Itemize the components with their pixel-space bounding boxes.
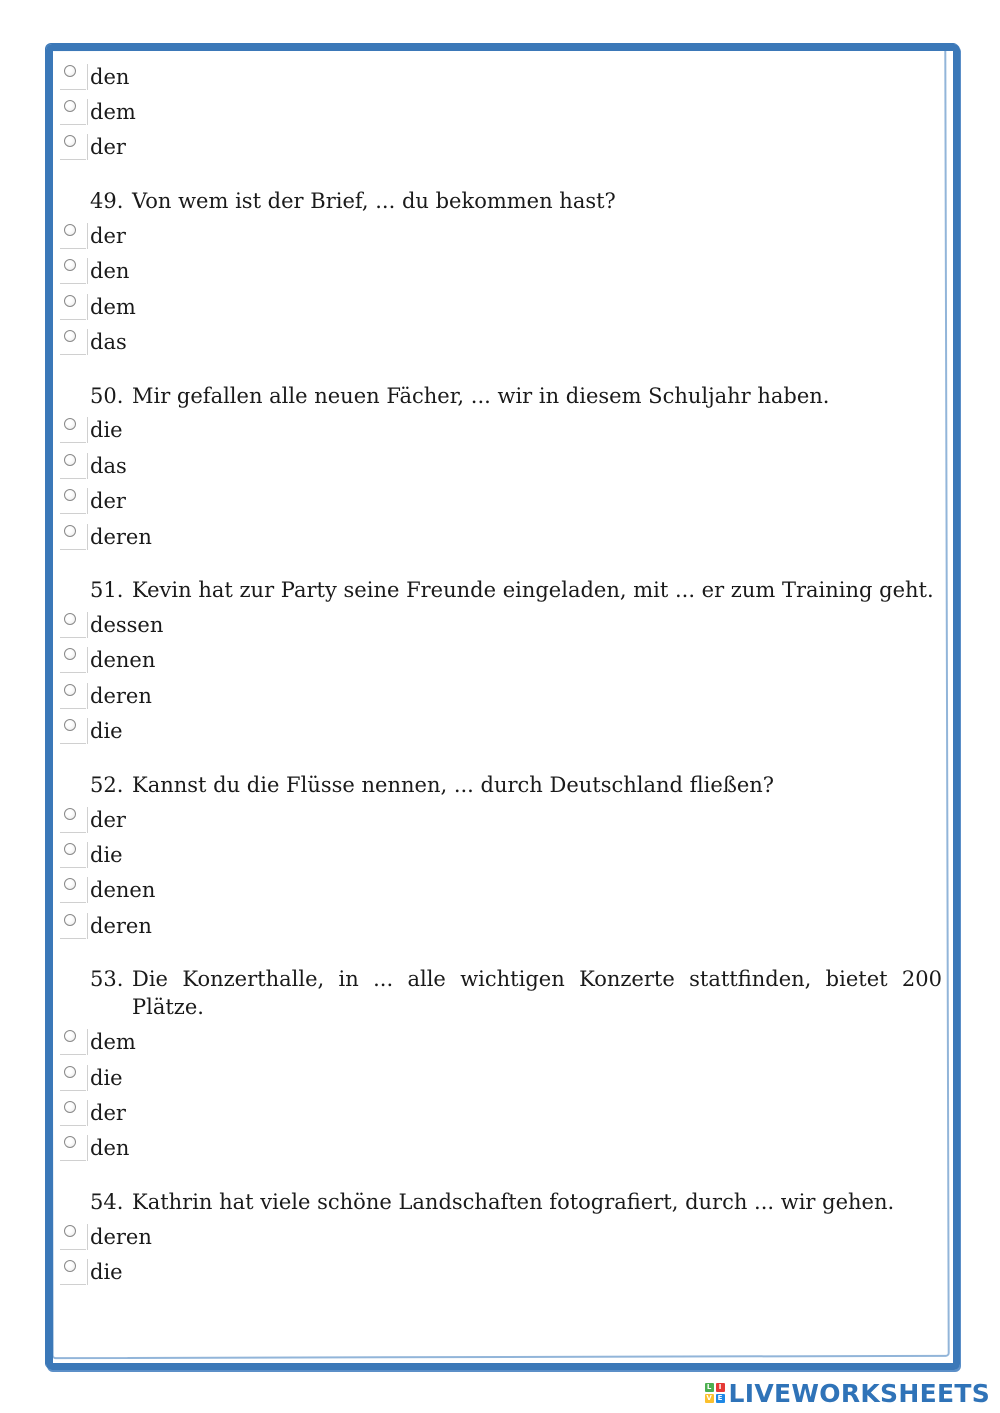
answer-option[interactable]: [58, 677, 942, 712]
radio-button[interactable]: [58, 132, 90, 160]
radio-divider: [87, 807, 88, 833]
radio-circle-icon[interactable]: [64, 489, 76, 501]
option-label: deren: [90, 524, 152, 549]
option-label: der: [90, 489, 126, 514]
radio-circle-icon[interactable]: [64, 1225, 76, 1237]
option-label: den: [90, 64, 130, 89]
radio-divider: [87, 1065, 88, 1091]
radio-divider: [87, 1029, 88, 1055]
radio-underline: [60, 1125, 86, 1126]
radio-divider: [87, 417, 88, 443]
answer-option[interactable]: [58, 288, 942, 323]
question-number: 50.: [90, 383, 124, 408]
radio-button[interactable]: [58, 292, 90, 320]
radio-button[interactable]: [58, 1133, 90, 1161]
radio-button[interactable]: [58, 62, 90, 90]
answer-option[interactable]: [58, 483, 942, 518]
radio-circle-icon[interactable]: [64, 330, 76, 342]
logo-text: LIVEWORKSHEETS: [728, 1378, 990, 1408]
answer-option[interactable]: [58, 1130, 942, 1165]
question-block: [58, 382, 942, 554]
answer-option[interactable]: [58, 907, 942, 942]
radio-button[interactable]: [58, 805, 90, 833]
answer-option[interactable]: [58, 518, 942, 553]
radio-circle-icon[interactable]: [64, 1066, 76, 1078]
radio-underline: [60, 832, 86, 833]
radio-divider: [87, 1259, 88, 1285]
answer-option[interactable]: [58, 1253, 942, 1288]
radio-button[interactable]: [58, 522, 90, 550]
radio-circle-icon[interactable]: [64, 914, 76, 926]
radio-underline: [60, 283, 86, 284]
option-label: denen: [90, 648, 156, 673]
radio-underline: [60, 248, 86, 249]
radio-divider: [87, 1135, 88, 1161]
radio-divider: [87, 64, 88, 90]
radio-divider: [87, 913, 88, 939]
radio-circle-icon[interactable]: [64, 648, 76, 660]
radio-circle-icon[interactable]: [64, 1101, 76, 1113]
answer-option[interactable]: [58, 323, 942, 358]
option-label: deren: [90, 1224, 152, 1249]
radio-underline: [60, 1054, 86, 1055]
radio-button[interactable]: [58, 875, 90, 903]
answer-option[interactable]: [58, 93, 942, 128]
radio-underline: [60, 708, 86, 709]
option-label: dessen: [90, 612, 164, 637]
question-number: 51.: [90, 578, 124, 603]
radio-underline: [60, 637, 86, 638]
radio-circle-icon[interactable]: [64, 613, 76, 625]
option-label: dem: [90, 294, 136, 319]
answer-option[interactable]: [58, 217, 942, 252]
question-block: [58, 576, 942, 748]
radio-underline: [60, 159, 86, 160]
radio-button[interactable]: [58, 1257, 90, 1285]
radio-circle-icon[interactable]: [64, 135, 76, 147]
question-number: 52.: [90, 772, 124, 797]
question-prompt: [58, 382, 942, 410]
radio-divider: [87, 877, 88, 903]
radio-circle-icon[interactable]: [64, 684, 76, 696]
radio-circle-icon[interactable]: [64, 295, 76, 307]
radio-divider: [87, 294, 88, 320]
question-block: [58, 771, 942, 943]
radio-circle-icon[interactable]: [64, 843, 76, 855]
radio-underline: [60, 743, 86, 744]
question-block: [58, 1188, 942, 1289]
radio-divider: [87, 134, 88, 160]
logo-square: E: [716, 1394, 725, 1403]
question-prompt: [58, 965, 942, 1021]
radio-underline: [60, 1284, 86, 1285]
question-prompt: [58, 187, 942, 215]
radio-button[interactable]: [58, 415, 90, 443]
radio-button[interactable]: [58, 256, 90, 284]
option-label: der: [90, 135, 126, 160]
radio-button[interactable]: [58, 645, 90, 673]
answer-option[interactable]: [58, 642, 942, 677]
radio-button[interactable]: [58, 97, 90, 125]
question-number: 54.: [90, 1189, 124, 1214]
radio-button[interactable]: [58, 451, 90, 479]
logo-icon: [705, 1383, 725, 1403]
radio-underline: [60, 513, 86, 514]
option-label: dem: [90, 100, 136, 125]
radio-circle-icon[interactable]: [64, 878, 76, 890]
question-prompt: [58, 576, 942, 604]
radio-underline: [60, 1249, 86, 1250]
radio-circle-icon[interactable]: [64, 525, 76, 537]
radio-button[interactable]: [58, 221, 90, 249]
radio-divider: [87, 223, 88, 249]
radio-underline: [60, 319, 86, 320]
question-text: Kathrin hat viele schöne Landschaften fotografiert, durch ... wir gehen.: [132, 1189, 895, 1214]
radio-circle-icon[interactable]: [64, 259, 76, 271]
question-block: [58, 187, 942, 359]
radio-button[interactable]: [58, 610, 90, 638]
answer-option[interactable]: [58, 801, 942, 836]
answer-option[interactable]: [58, 1218, 942, 1253]
radio-circle-icon[interactable]: [64, 1260, 76, 1272]
question-text: Kannst du die Flüsse nennen, ... durch Deutschland fließen?: [132, 772, 775, 797]
answer-option[interactable]: [58, 58, 942, 93]
option-label: der: [90, 223, 126, 248]
option-label: die: [90, 1260, 123, 1285]
radio-button[interactable]: [58, 840, 90, 868]
radio-circle-icon[interactable]: [64, 100, 76, 112]
radio-divider: [87, 1224, 88, 1250]
option-label: denen: [90, 878, 156, 903]
radio-button[interactable]: [58, 327, 90, 355]
radio-button[interactable]: [58, 486, 90, 514]
radio-underline: [60, 1160, 86, 1161]
answer-option[interactable]: [58, 412, 942, 447]
option-label: deren: [90, 683, 152, 708]
radio-button[interactable]: [58, 1027, 90, 1055]
option-label: das: [90, 330, 127, 355]
worksheet-content: [58, 58, 942, 1289]
radio-divider: [87, 453, 88, 479]
radio-circle-icon[interactable]: [64, 1136, 76, 1148]
question-prompt: [58, 1188, 942, 1216]
radio-underline: [60, 442, 86, 443]
radio-underline: [60, 902, 86, 903]
radio-divider: [87, 1100, 88, 1126]
question-block: [58, 965, 942, 1165]
question-text: Mir gefallen alle neuen Fächer, ... wir in diesem Schuljahr haben.: [132, 383, 830, 408]
answer-option[interactable]: [58, 1023, 942, 1058]
radio-button[interactable]: [58, 1098, 90, 1126]
radio-divider: [87, 842, 88, 868]
question-text: Die Konzerthalle, in ... alle wichtigen Konzerte stattfinden, bietet 200 Plätze.: [132, 967, 942, 1020]
answer-option[interactable]: [58, 1059, 942, 1094]
answer-option[interactable]: [58, 606, 942, 641]
radio-button[interactable]: [58, 716, 90, 744]
answer-option[interactable]: [58, 1094, 942, 1129]
answer-option[interactable]: [58, 129, 942, 164]
logo-square: V: [706, 1394, 712, 1402]
answer-option[interactable]: [58, 836, 942, 871]
question-prompt: [58, 771, 942, 799]
option-label: die: [90, 1065, 123, 1090]
option-label: die: [90, 719, 123, 744]
radio-divider: [87, 612, 88, 638]
answer-option[interactable]: [58, 447, 942, 482]
logo-square: I: [716, 1383, 725, 1392]
radio-divider: [87, 524, 88, 550]
radio-divider: [87, 718, 88, 744]
radio-underline: [60, 1090, 86, 1091]
radio-underline: [60, 89, 86, 90]
radio-button[interactable]: [58, 1222, 90, 1250]
radio-circle-icon[interactable]: [64, 224, 76, 236]
radio-underline: [60, 124, 86, 125]
option-label: dem: [90, 1030, 136, 1055]
option-label: der: [90, 807, 126, 832]
radio-circle-icon[interactable]: [64, 454, 76, 466]
radio-underline: [60, 549, 86, 550]
radio-divider: [87, 683, 88, 709]
radio-circle-icon[interactable]: [64, 65, 76, 77]
question-text: Von wem ist der Brief, ... du bekommen hast?: [132, 189, 616, 214]
radio-circle-icon[interactable]: [64, 719, 76, 731]
radio-underline: [60, 672, 86, 673]
radio-button[interactable]: [58, 911, 90, 939]
answer-option[interactable]: [58, 872, 942, 907]
radio-divider: [87, 647, 88, 673]
radio-divider: [87, 99, 88, 125]
radio-divider: [87, 258, 88, 284]
answer-option[interactable]: [58, 253, 942, 288]
option-label: der: [90, 1100, 126, 1125]
option-label: das: [90, 453, 127, 478]
radio-divider: [87, 329, 88, 355]
radio-circle-icon[interactable]: [64, 418, 76, 430]
option-label: den: [90, 259, 130, 284]
option-label: die: [90, 418, 123, 443]
radio-underline: [60, 938, 86, 939]
option-label: die: [90, 842, 123, 867]
radio-underline: [60, 867, 86, 868]
radio-circle-icon[interactable]: [64, 808, 76, 820]
option-label: den: [90, 1136, 130, 1161]
question-number: 49.: [90, 189, 124, 214]
liveworksheets-logo: [705, 1378, 990, 1408]
radio-button[interactable]: [58, 681, 90, 709]
answer-option[interactable]: [58, 712, 942, 747]
question-list: [58, 187, 942, 1289]
option-label: deren: [90, 913, 152, 938]
radio-button[interactable]: [58, 1063, 90, 1091]
question-text: Kevin hat zur Party seine Freunde eingeladen, mit ... er zum Training geht.: [132, 578, 934, 603]
radio-underline: [60, 354, 86, 355]
radio-underline: [60, 478, 86, 479]
logo-square: L: [705, 1383, 714, 1392]
leading-options: [58, 58, 942, 164]
question-number: 53.: [90, 967, 124, 992]
radio-circle-icon[interactable]: [64, 1030, 76, 1042]
radio-divider: [87, 488, 88, 514]
